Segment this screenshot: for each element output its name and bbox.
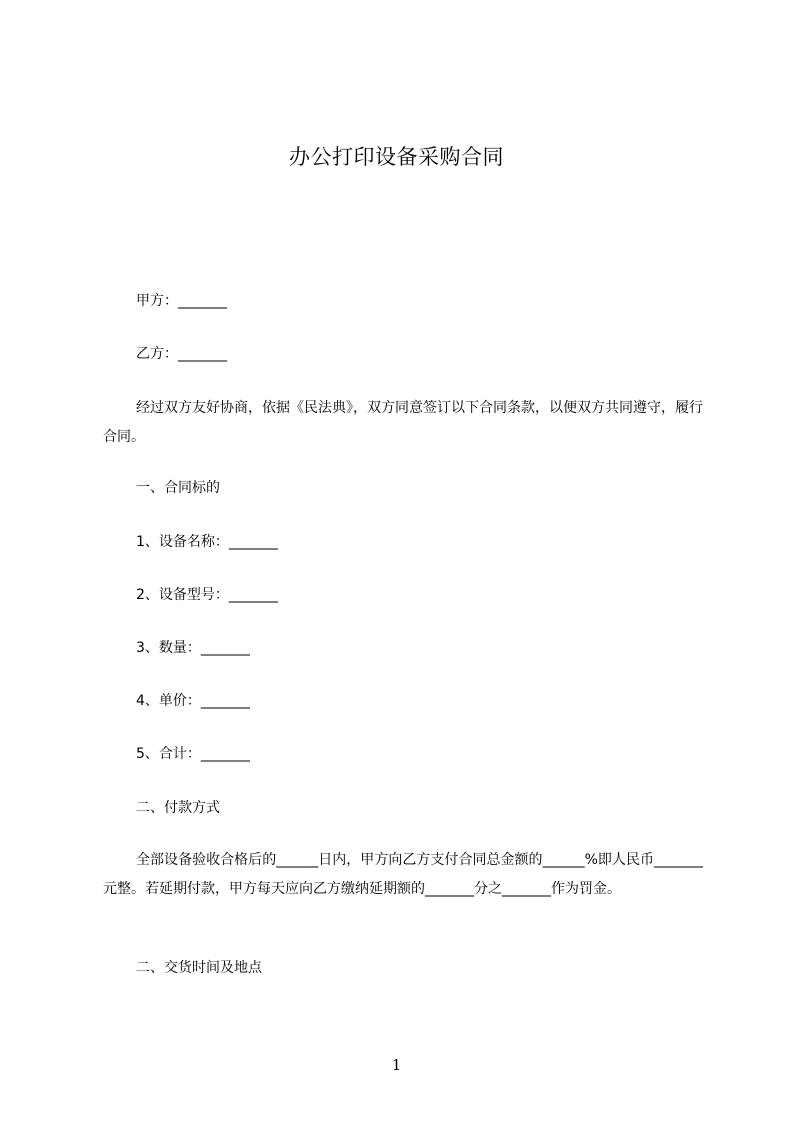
list-item-unit-price: 4、单价：_______ [136, 693, 250, 709]
party-a-field: 甲方：_______ [136, 293, 227, 309]
section-heading-payment: 二、付款方式 [136, 800, 220, 816]
list-item-quantity: 3、数量：_______ [136, 640, 250, 656]
intro-paragraph: 经过双方友好协商，依据《民法典》，双方同意签订以下合同条款，以便双方共同遵守，履行合同。 [103, 400, 703, 445]
list-item-equipment-name: 1、设备名称：_______ [136, 534, 278, 550]
document-title: 办公打印设备采购合同 [289, 145, 504, 169]
list-item-equipment-model: 2、设备型号：_______ [136, 587, 278, 603]
section-heading-contract-subject: 一、合同标的 [136, 480, 220, 496]
list-item-total: 5、合计：_______ [136, 746, 250, 762]
section-heading-delivery: 二、交货时间及地点 [136, 960, 262, 976]
payment-paragraph: 全部设备验收合格后的______日内，甲方向乙方支付合同总金额的______%即人民币_______元整。若延期付款，甲方每天应向乙方缴纳延期额的_______分之_______作为罚金。 [103, 852, 703, 897]
page-number: 1 [391, 1056, 402, 1074]
party-b-field: 乙方：_______ [136, 346, 227, 362]
